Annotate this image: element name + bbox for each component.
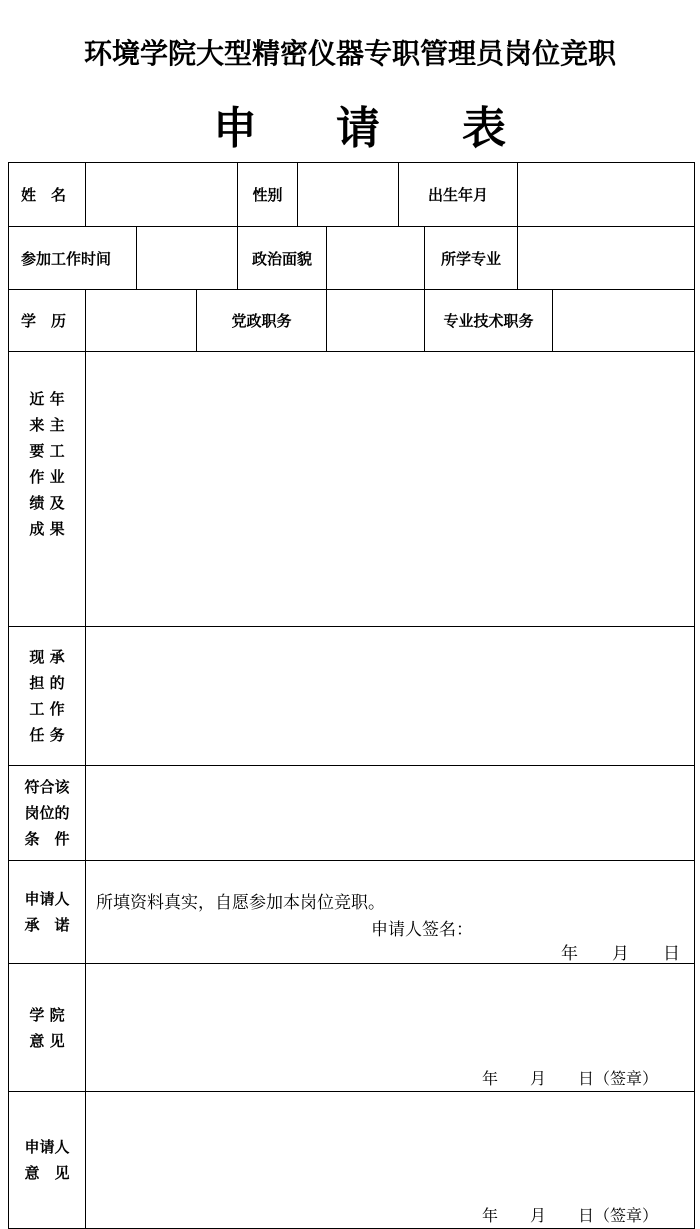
subtitle-char-2: 请	[336, 103, 380, 154]
pledge-label: 申请人 承 诺	[9, 861, 86, 964]
party-post-label: 党政职务	[197, 290, 327, 352]
work-start-field[interactable]	[137, 227, 238, 290]
row-basic-info-1	[9, 163, 695, 227]
applicant-opinion-date: 年 月 日（签章）	[482, 1206, 659, 1225]
college-opinion-date: 年 月 日（签章）	[482, 1069, 659, 1088]
college-opinion-label: 学 院 意 见	[9, 964, 86, 1092]
row-current-tasks	[9, 627, 695, 766]
row-applicant-opinion	[9, 1092, 695, 1229]
political-status-field[interactable]	[327, 227, 425, 290]
subtitle-char-3: 表	[462, 103, 506, 154]
tech-title-label: 专业技术职务	[425, 290, 553, 352]
achievements-field[interactable]	[86, 352, 695, 627]
major-field[interactable]	[518, 227, 695, 290]
row-college-opinion	[9, 964, 695, 1092]
gender-label: 性别	[238, 163, 298, 227]
current-tasks-field[interactable]	[86, 627, 695, 766]
name-field[interactable]	[86, 163, 238, 227]
achievements-label: 近 年 来 主 要 工 作 业 绩 及 成 果	[9, 352, 86, 627]
birth-date-field[interactable]	[518, 163, 695, 227]
row-basic-info-2	[9, 227, 695, 290]
qualifications-field[interactable]	[86, 766, 695, 861]
work-start-label: 参加工作时间	[9, 227, 137, 290]
pledge-statement: 所填资料真实，自愿参加本岗位竞职。	[96, 893, 385, 913]
row-achievements	[9, 352, 695, 627]
applicant-signature-label: 申请人签名：	[371, 920, 473, 940]
row-qualifications	[9, 766, 695, 861]
qualifications-label: 符合该 岗位的 条 件	[9, 766, 86, 861]
form-title: 环境学院大型精密仪器专职管理员岗位竞职	[83, 37, 616, 70]
party-post-field[interactable]	[327, 290, 425, 352]
major-label: 所学专业	[425, 227, 518, 290]
row-pledge	[9, 861, 695, 964]
political-status-label: 政治面貌	[238, 227, 327, 290]
current-tasks-label: 现 承 担 的 工 作 任 务	[9, 627, 86, 766]
education-field[interactable]	[86, 290, 197, 352]
applicant-opinion-label: 申请人 意 见	[9, 1092, 86, 1229]
pledge-date: 年 月 日	[561, 944, 681, 964]
education-label: 学 历	[9, 290, 86, 352]
pledge-field[interactable]	[86, 861, 695, 964]
name-label: 姓 名	[9, 163, 86, 227]
subtitle-char-1: 申	[213, 103, 257, 154]
row-basic-info-3	[9, 290, 695, 352]
application-form-table	[8, 162, 695, 1229]
form-subtitle	[0, 92, 700, 154]
birth-date-label: 出生年月	[399, 163, 518, 227]
tech-title-field[interactable]	[553, 290, 695, 352]
college-opinion-field[interactable]	[86, 964, 695, 1092]
applicant-opinion-field[interactable]	[86, 1092, 695, 1229]
gender-field[interactable]	[298, 163, 399, 227]
